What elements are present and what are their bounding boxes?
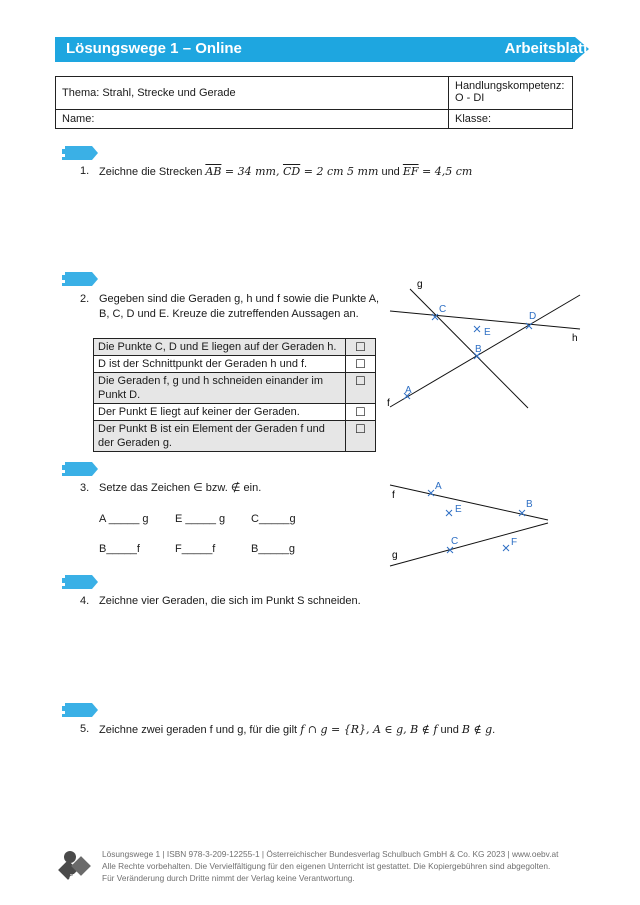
task-5-formula-2: B ∉ g bbox=[461, 723, 493, 736]
blank-b-g[interactable]: B_____g bbox=[251, 543, 296, 555]
task-3-text: Setze das Zeichen ∈ bzw. ∉ ein. bbox=[99, 482, 262, 494]
label-c: C bbox=[439, 304, 447, 315]
statement-row bbox=[94, 356, 376, 373]
thema-cell: Thema: Strahl, Strecke und Gerade bbox=[56, 77, 449, 110]
header-type: Arbeitsblatt bbox=[504, 40, 588, 57]
label-f: f bbox=[387, 398, 390, 409]
segment-cd-value: = 2 cm 5 mm bbox=[300, 165, 379, 178]
line-g bbox=[390, 523, 548, 566]
task-tag-3 bbox=[62, 462, 98, 476]
label-h: h bbox=[572, 333, 578, 344]
statement-row bbox=[94, 339, 376, 356]
blank-f-f[interactable]: F_____f bbox=[175, 543, 216, 555]
kompetenz-label: Handlungskompetenz: bbox=[455, 80, 565, 92]
task-5-text: Zeichne zwei geraden f und g, für die gilt bbox=[99, 724, 301, 736]
task-number: 1. bbox=[80, 165, 90, 177]
segment-cd: $\overline{CD}$ bbox=[282, 165, 301, 178]
task-5-und: und bbox=[437, 724, 462, 736]
footer bbox=[102, 848, 602, 884]
segment-ab-value: = 34 mm, bbox=[221, 165, 283, 178]
kompetenz-value: O - DI bbox=[455, 92, 485, 104]
task-1-text: Zeichne die Strecken bbox=[99, 166, 206, 178]
label-a: A bbox=[435, 481, 442, 492]
kompetenz-cell bbox=[449, 77, 573, 110]
checkbox[interactable]: ☐ bbox=[346, 404, 376, 421]
label-f: f bbox=[392, 490, 395, 501]
blank-e-g[interactable]: E _____ g bbox=[175, 513, 226, 525]
label-c: C bbox=[451, 536, 459, 547]
footer-line-2: Alle Rechte vorbehalten. Die Vervielfältigung für den eigenen Unterricht ist gestattet. Die Kopiergebühren sind abgegolten. bbox=[102, 861, 551, 871]
task-2-line-2: B, C, D und E. Kreuze die zutreffenden Aussagen an. bbox=[99, 308, 359, 320]
blank-c-g[interactable]: C_____g bbox=[251, 513, 296, 525]
info-table bbox=[55, 76, 573, 129]
segment-ab: $\overline{AB}$ bbox=[205, 165, 222, 178]
oebv-logo-text: öbv bbox=[69, 873, 87, 884]
header-series: Lösungswege 1 – Online bbox=[66, 40, 242, 57]
task-2-line-1: Gegeben sind die Geraden g, h und f sowie die Punkte A, bbox=[99, 293, 380, 305]
label-b: B bbox=[526, 499, 533, 510]
label-e: E bbox=[484, 327, 491, 338]
task-number: 5. bbox=[80, 723, 90, 735]
point-e-mark bbox=[446, 510, 452, 516]
label-d: D bbox=[529, 311, 537, 322]
label-g: g bbox=[392, 550, 398, 561]
oebv-logo bbox=[57, 847, 97, 887]
task-1-und: und bbox=[378, 166, 403, 178]
label-f: F bbox=[511, 537, 518, 548]
task-tag-2 bbox=[62, 272, 98, 286]
label-b: B bbox=[475, 344, 482, 355]
task-tag-4 bbox=[62, 575, 98, 589]
statement-text: Die Punkte C, D und E liegen auf der Geraden h. bbox=[94, 339, 346, 356]
segment-ef: $\overline{EF}$ bbox=[402, 165, 419, 178]
statement-row bbox=[94, 373, 376, 404]
statement-text: Der Punkt B ist ein Element der Geraden f und der Geraden g. bbox=[94, 421, 346, 452]
statement-text: Der Punkt E liegt auf keiner der Geraden. bbox=[94, 404, 346, 421]
line-f bbox=[390, 295, 580, 407]
label-g: g bbox=[417, 279, 423, 290]
klasse-cell: Klasse: bbox=[449, 110, 573, 129]
footer-line-3: Für Veränderung durch Dritte nimmt der Verlag keine Verantwortung. bbox=[102, 873, 355, 883]
task-5-end: . bbox=[492, 724, 496, 736]
task-number: 4. bbox=[80, 595, 90, 607]
blank-a-g[interactable]: A _____ g bbox=[99, 513, 149, 525]
statement-text: D ist der Schnittpunkt der Geraden h und f. bbox=[94, 356, 346, 373]
task-number: 2. bbox=[80, 293, 90, 305]
task-4-text: Zeichne vier Geraden, die sich im Punkt S schneiden. bbox=[99, 595, 361, 607]
task-tag-1 bbox=[62, 146, 98, 160]
point-b-mark bbox=[519, 510, 525, 516]
name-cell: Name: bbox=[56, 110, 449, 129]
point-e-mark bbox=[474, 326, 480, 332]
task-5-formula: f ∩ g = {R}, A ∈ g, B ∉ f bbox=[300, 723, 438, 736]
task-2 bbox=[80, 292, 380, 324]
point-a-mark bbox=[428, 490, 434, 496]
task-tag-5 bbox=[62, 703, 98, 717]
figure-lines-ghf bbox=[380, 275, 595, 415]
label-a: A bbox=[405, 385, 412, 396]
blank-b-f[interactable]: B_____f bbox=[99, 543, 140, 555]
footer-line-1: Lösungswege 1 | ISBN 978-3-209-12255-1 | Österreichischer Bundesverlag Schulbuch GmbH & Co. KG 2023 | www.oebv.at bbox=[102, 849, 559, 859]
statement-row bbox=[94, 404, 376, 421]
checkbox[interactable]: ☐ bbox=[346, 421, 376, 452]
statement-row bbox=[94, 421, 376, 452]
checkbox[interactable]: ☐ bbox=[346, 373, 376, 404]
point-f-mark bbox=[503, 545, 509, 551]
task-number: 3. bbox=[80, 482, 90, 494]
statement-text: Die Geraden f, g und h schneiden einander im Punkt D. bbox=[94, 373, 346, 404]
segment-ef-value: = 4,5 cm bbox=[418, 165, 473, 178]
checkbox[interactable]: ☐ bbox=[346, 356, 376, 373]
line-g bbox=[410, 289, 528, 408]
checkbox[interactable]: ☐ bbox=[346, 339, 376, 356]
figure-lines-fg bbox=[385, 475, 555, 575]
label-e: E bbox=[455, 504, 462, 515]
statements-table bbox=[93, 338, 376, 452]
